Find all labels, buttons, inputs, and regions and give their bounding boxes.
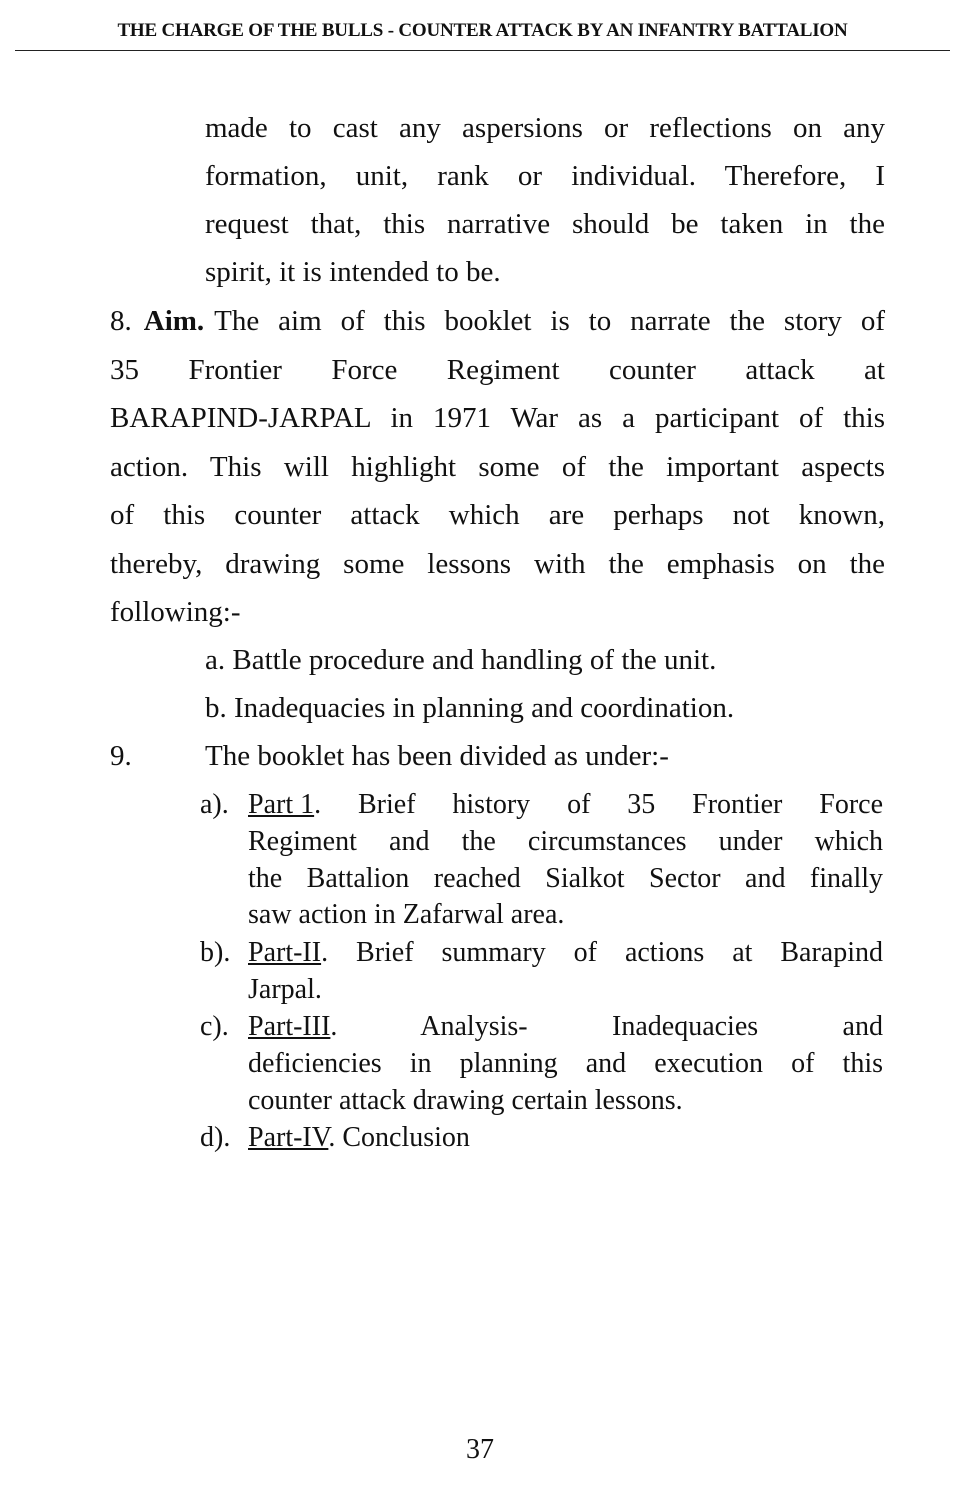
para-8-first-line bbox=[110, 304, 885, 338]
list-item: b. Inadequacies in planning and coordination. bbox=[205, 692, 735, 724]
text-line: request that, this narrative should be taken in the bbox=[205, 208, 885, 240]
list-label: b). bbox=[200, 937, 231, 968]
text-line: Regiment and the circumstances under which bbox=[248, 826, 883, 857]
text-line: action. This will highlight some of the important aspects bbox=[110, 451, 885, 483]
text-line: The aim of this booklet is to narrate the story of bbox=[214, 305, 885, 337]
text-line: formation, unit, rank or individual. Therefore, I bbox=[205, 160, 885, 192]
part-link: Part 1 bbox=[248, 789, 315, 820]
list-label: d). bbox=[200, 1122, 231, 1153]
header-rule bbox=[15, 50, 950, 51]
list-item: a. Battle procedure and handling of the unit. bbox=[205, 644, 717, 676]
text-line: BARAPIND-JARPAL in 1971 War as a participant of this bbox=[110, 402, 885, 434]
list-item-d bbox=[248, 1121, 470, 1155]
text-line: counter attack drawing certain lessons. bbox=[248, 1085, 683, 1116]
list-label: a). bbox=[200, 789, 229, 820]
page-number: 37 bbox=[466, 1434, 494, 1465]
list-item-b bbox=[248, 936, 883, 970]
para-number: 8. bbox=[110, 305, 132, 337]
text-line: The booklet has been divided as under:- bbox=[205, 740, 669, 772]
list-label: c). bbox=[200, 1011, 229, 1042]
text-line: . Conclusion bbox=[328, 1122, 470, 1153]
list-item-a bbox=[248, 788, 883, 822]
running-header: THE CHARGE OF THE BULLS - COUNTER ATTACK BY AN INFANTRY BATTALION bbox=[117, 20, 848, 41]
text-line: of this counter attack which are perhaps not known, bbox=[110, 499, 885, 531]
part-link: Part-II bbox=[248, 937, 322, 968]
text-line: deficiencies in planning and execution of this bbox=[248, 1048, 883, 1079]
list-item-c bbox=[248, 1010, 883, 1044]
text-line: 35 Frontier Force Regiment counter attack at bbox=[110, 354, 885, 386]
text-line: . Brief history of 35 Frontier Force bbox=[314, 789, 883, 820]
para-heading: Aim. bbox=[143, 305, 205, 337]
text-line: saw action in Zafarwal area. bbox=[248, 899, 565, 930]
text-line: thereby, drawing some lessons with the emphasis on the bbox=[110, 548, 885, 580]
text-line: Jarpal. bbox=[248, 974, 322, 1005]
part-link: Part-IV bbox=[248, 1122, 329, 1153]
text-line: . Brief summary of actions at Barapind bbox=[321, 937, 883, 968]
part-link: Part-III bbox=[248, 1011, 331, 1042]
text-line: made to cast any aspersions or reflections on any bbox=[205, 112, 885, 144]
para-number: 9. bbox=[110, 740, 132, 772]
text-line: following:- bbox=[110, 596, 241, 628]
text-line: . Analysis- Inadequacies and bbox=[330, 1011, 883, 1042]
text-line: spirit, it is intended to be. bbox=[205, 256, 501, 288]
text-line: the Battalion reached Sialkot Sector and finally bbox=[248, 863, 883, 894]
